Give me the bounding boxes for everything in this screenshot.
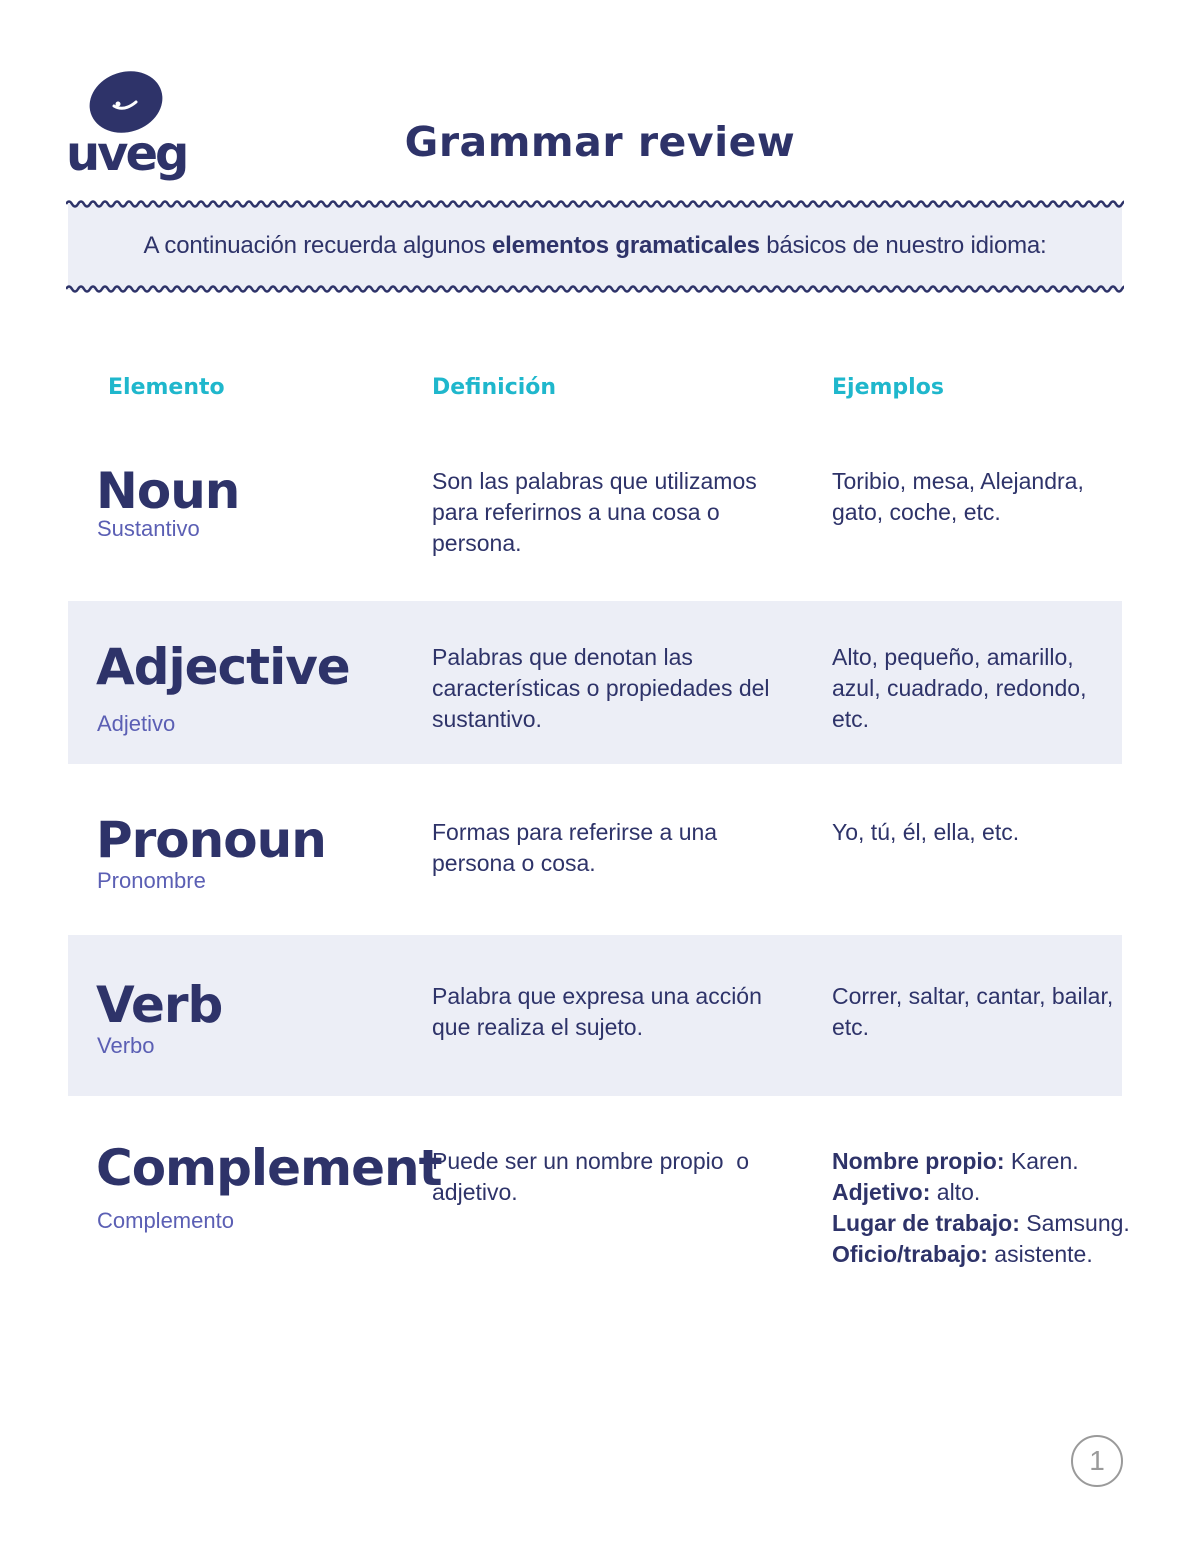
term-complement-spanish: Complemento xyxy=(97,1208,234,1233)
page-number: 1 xyxy=(1071,1435,1123,1487)
examples-noun: Toribio, mesa, Alejandra, gato, coche, etc. xyxy=(832,468,1084,525)
wave-divider-bottom xyxy=(66,282,1124,296)
term-adjective-spanish: Adjetivo xyxy=(97,711,176,736)
term-complement: Complement xyxy=(96,1139,442,1197)
term-pronoun-spanish: Pronombre xyxy=(97,868,206,893)
term-adjective: Adjective xyxy=(96,638,350,696)
intro-text: A continuación recuerda algunos elementos gramaticales básicos de nuestro idioma: xyxy=(143,232,1047,259)
wave-divider-top xyxy=(66,197,1124,211)
svg-text:uveg: uveg xyxy=(66,126,187,182)
page-title: Grammar review xyxy=(404,118,796,166)
column-header-elemento: Elemento xyxy=(108,375,225,400)
definition-noun: Son las palabras que utilizamos para referirnos a una cosa o persona. xyxy=(432,468,757,556)
term-pronoun: Pronoun xyxy=(96,811,326,869)
examples-complement xyxy=(832,1146,1152,1270)
definition-pronoun: Formas para referirse a una persona o cosa. xyxy=(432,819,718,876)
examples-verb: Correr, saltar, cantar, bailar, etc. xyxy=(832,983,1114,1040)
term-verb: Verb xyxy=(96,976,223,1034)
term-verb-spanish: Verbo xyxy=(97,1033,155,1058)
definition-adjective: Palabras que denotan las características o propiedades del sustantivo. xyxy=(432,644,770,732)
examples-adjective: Alto, pequeño, amarillo, azul, cuadrado, redondo, etc. xyxy=(832,644,1087,732)
column-header-definicion: Definición xyxy=(432,375,557,400)
column-header-ejemplos: Ejemplos xyxy=(832,375,944,400)
definition-complement: Puede ser un nombre propio o adjetivo. xyxy=(432,1148,750,1205)
example-nombre-propio: Nombre propio: Karen. xyxy=(832,1148,1079,1174)
term-noun: Noun xyxy=(96,462,240,520)
definition-verb: Palabra que expresa una acción que realiza el sujeto. xyxy=(432,983,762,1040)
examples-pronoun: Yo, tú, él, ella, etc. xyxy=(832,819,1020,845)
term-noun-spanish: Sustantivo xyxy=(97,516,200,541)
example-lugar-de-trabajo: Lugar de trabajo: Samsung. xyxy=(832,1210,1130,1236)
example-oficio-trabajo: Oficio/trabajo: asistente. xyxy=(832,1241,1093,1267)
example-adjetivo: Adjetivo: alto. xyxy=(832,1179,981,1205)
